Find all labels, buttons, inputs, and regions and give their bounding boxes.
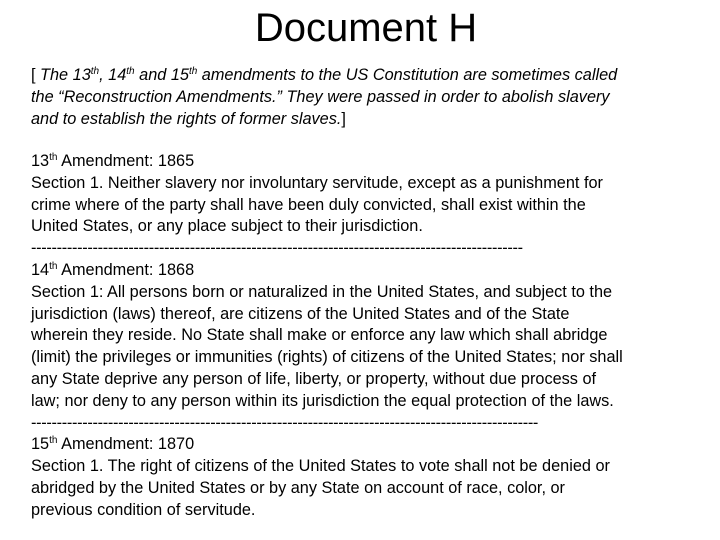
ordinal-suffix: th bbox=[188, 66, 198, 77]
section-divider: --------------------------------------------------------------------------------------------------- bbox=[31, 413, 539, 432]
amendment-14-line: jurisdiction (laws) thereof, are citizens of the United States and of the State bbox=[31, 304, 570, 323]
intro-text: The 13 bbox=[35, 66, 91, 84]
section-divider: ------------------------------------------------------------------------------------------------ bbox=[31, 239, 523, 258]
ordinal-suffix: th bbox=[49, 435, 58, 447]
intro-text: , 14 bbox=[99, 66, 127, 84]
intro-line-1 bbox=[31, 64, 701, 86]
amendments-text bbox=[31, 151, 706, 522]
intro-text: and to establish the rights of former slaves. bbox=[31, 110, 342, 128]
intro-text: amendments to the US Constitution are sometimes called bbox=[197, 66, 618, 84]
document-title: Document H bbox=[254, 6, 478, 50]
ordinal-suffix: th bbox=[90, 66, 100, 77]
amendment-year: Amendment: 1868 bbox=[57, 260, 195, 279]
amendment-15-heading bbox=[31, 434, 706, 456]
amendment-13-line: United States, or any place subject to their jurisdiction. bbox=[31, 217, 423, 236]
amendment-13-line: Section 1. Neither slavery nor involuntary servitude, except as a punishment for bbox=[31, 173, 603, 192]
intro-line-3 bbox=[31, 108, 701, 130]
amendment-14-line: any State deprive any person of life, liberty, or property, without due process of bbox=[31, 369, 597, 388]
amendment-number: 13 bbox=[31, 152, 50, 170]
close-bracket: ] bbox=[341, 110, 346, 128]
amendment-14-line: wherein they reside. No State shall make or enforce any law which shall abridge bbox=[31, 326, 608, 345]
amendment-15-line: abridged by the United States or by any State on account of race, color, or bbox=[31, 478, 565, 497]
amendment-year: Amendment: 1865 bbox=[57, 152, 195, 170]
amendment-15-line: Section 1. The right of citizens of the United States to vote shall not be denied or bbox=[31, 457, 610, 476]
amendment-number: 14 bbox=[31, 260, 50, 279]
intro-line-2: the “Reconstruction Amendments.” They were passed in order to abolish slavery bbox=[31, 88, 610, 106]
ordinal-suffix: th bbox=[49, 260, 58, 272]
amendment-13-line: crime where of the party shall have been duly convicted, shall exist within the bbox=[31, 195, 586, 214]
amendment-15-line: previous condition of servitude. bbox=[31, 500, 256, 519]
amendment-14-line: Section 1: All persons born or naturalized in the United States, and subject to the bbox=[31, 282, 613, 301]
ordinal-suffix: th bbox=[49, 152, 58, 163]
ordinal-suffix: th bbox=[126, 66, 135, 77]
amendment-13-heading bbox=[31, 151, 706, 173]
amendment-number: 15 bbox=[31, 435, 50, 454]
amendment-14-heading bbox=[31, 260, 706, 282]
intro-paragraph bbox=[31, 64, 701, 130]
amendment-14-line: (limit) the privileges or immunities (rights) of citizens of the United States; nor shall bbox=[31, 348, 623, 367]
intro-text: and 15 bbox=[134, 66, 189, 84]
amendment-year: Amendment: 1870 bbox=[57, 435, 195, 454]
open-bracket: [ bbox=[31, 66, 36, 84]
amendment-14-line: law; nor deny to any person within its jurisdiction the equal protection of the laws. bbox=[31, 391, 614, 410]
